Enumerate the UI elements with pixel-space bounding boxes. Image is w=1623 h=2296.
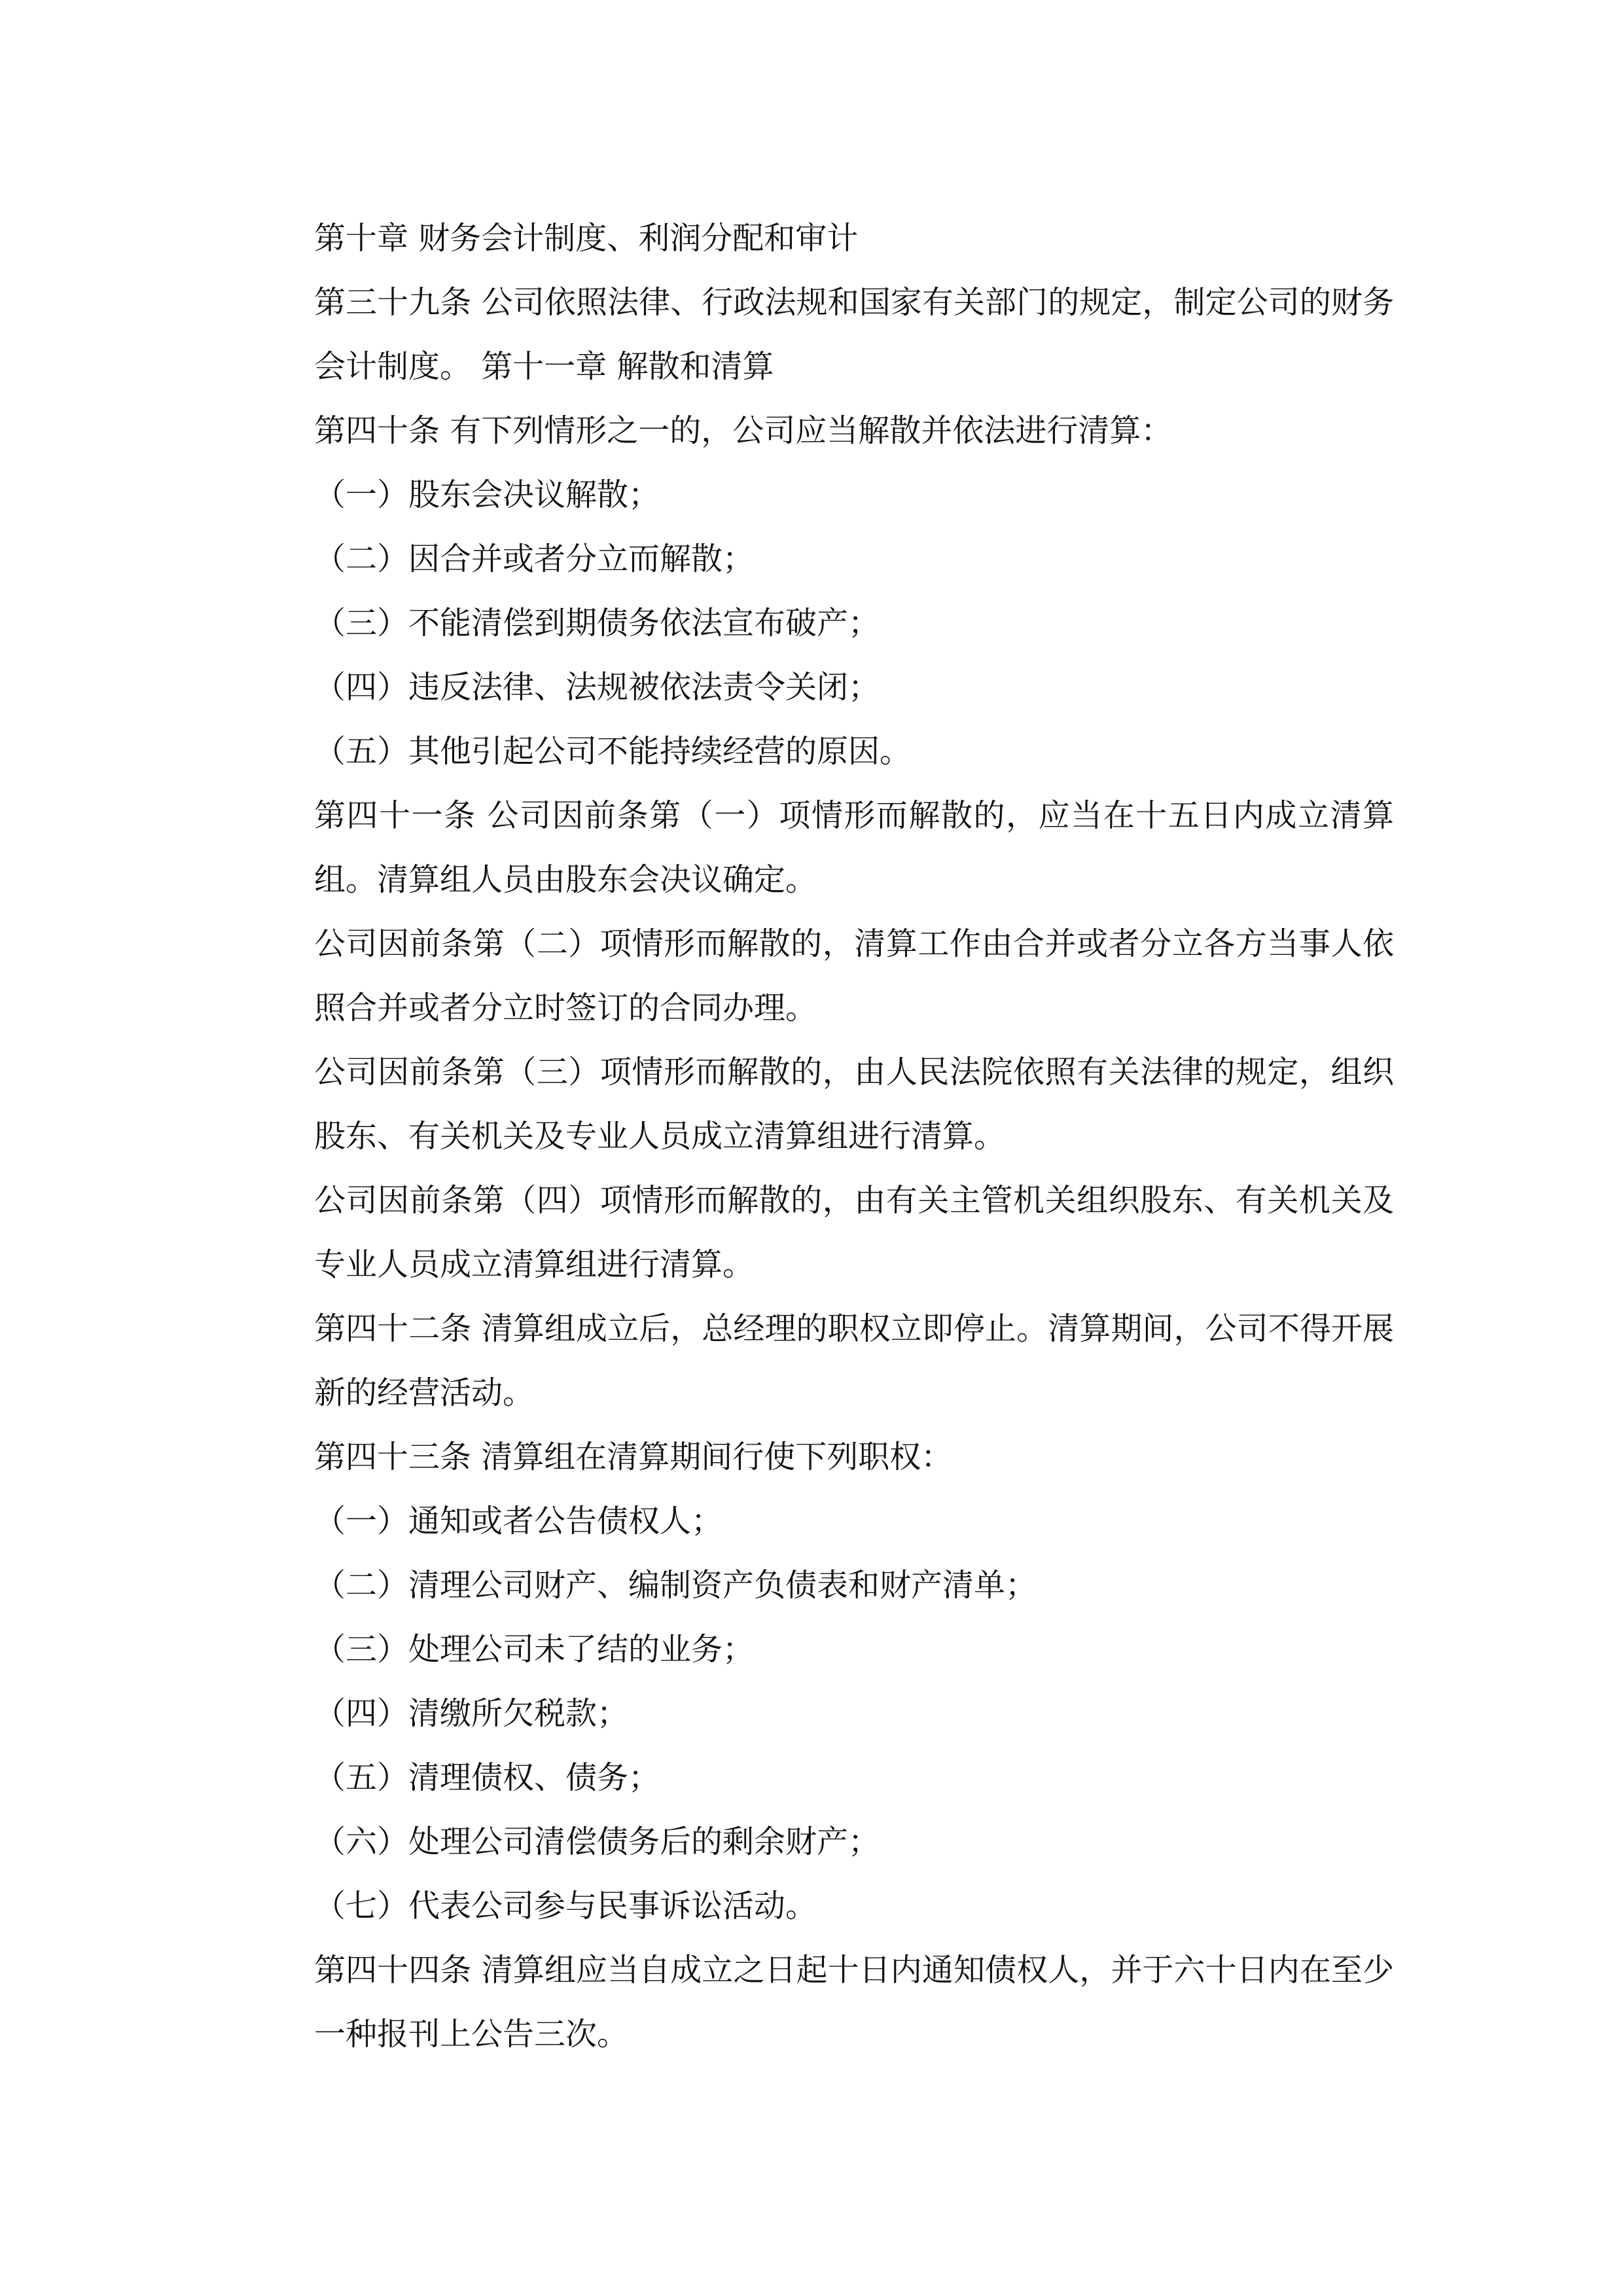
list-item: （一）通知或者公告债权人；: [314, 1503, 723, 1539]
article-paragraph: 第四十二条 清算组成立后，总经理的职权立即停止。清算期间，公司不得开展新的经营活动。: [314, 1310, 1394, 1411]
list-item: （五）清理债权、债务；: [314, 1759, 660, 1796]
list-item: （三）处理公司未了结的业务；: [314, 1631, 755, 1668]
list-item: （二）清理公司财产、编制资产负债表和财产清单；: [314, 1567, 1037, 1604]
list-item: （七）代表公司参与民事诉讼活动。: [314, 1888, 817, 1924]
chapter-heading: 第十章 财务会计制度、利润分配和审计: [314, 220, 859, 257]
document-page: [242, 206, 1394, 2066]
article-paragraph: 第四十四条 清算组应当自成立之日起十日内通知债权人，并于六十日内在至少一种报刊上公告三次。: [314, 1952, 1394, 2053]
list-item: （五）其他引起公司不能持续经营的原因。: [314, 733, 912, 770]
list-item: （一）股东会决议解散；: [314, 476, 660, 513]
list-item: （四）违反法律、法规被依法责令关闭；: [314, 669, 880, 706]
list-item: （二）因合并或者分立而解散；: [314, 541, 755, 577]
list-item: （六）处理公司清偿债务后的剩余财产；: [314, 1823, 880, 1860]
article-paragraph: 第三十九条 公司依照法律、行政法规和国家有关部门的规定，制定公司的财务会计制度。 第十一章 解散和清算: [314, 284, 1394, 385]
article-paragraph: 第四十一条 公司因前条第（一）项情形而解散的，应当在十五日内成立清算组。清算组人员由股东会决议确定。: [314, 797, 1394, 898]
article-paragraph: 第四十条 有下列情形之一的，公司应当解散并依法进行清算：: [314, 412, 1173, 449]
article-paragraph: 公司因前条第（三）项情形而解散的，由人民法院依照有关法律的规定，组织股东、有关机关及专业人员成立清算组进行清算。: [314, 1054, 1394, 1155]
article-paragraph: 公司因前条第（四）项情形而解散的，由有关主管机关组织股东、有关机关及专业人员成立清算组进行清算。: [314, 1182, 1394, 1283]
list-item: （四）清缴所欠税款；: [314, 1695, 629, 1732]
article-paragraph: 公司因前条第（二）项情形而解散的，清算工作由合并或者分立各方当事人依照合并或者分立时签订的合同办理。: [314, 925, 1394, 1026]
article-paragraph: 第四十三条 清算组在清算期间行使下列职权：: [314, 1439, 953, 1475]
list-item: （三）不能清偿到期债务依法宣布破产；: [314, 605, 880, 641]
